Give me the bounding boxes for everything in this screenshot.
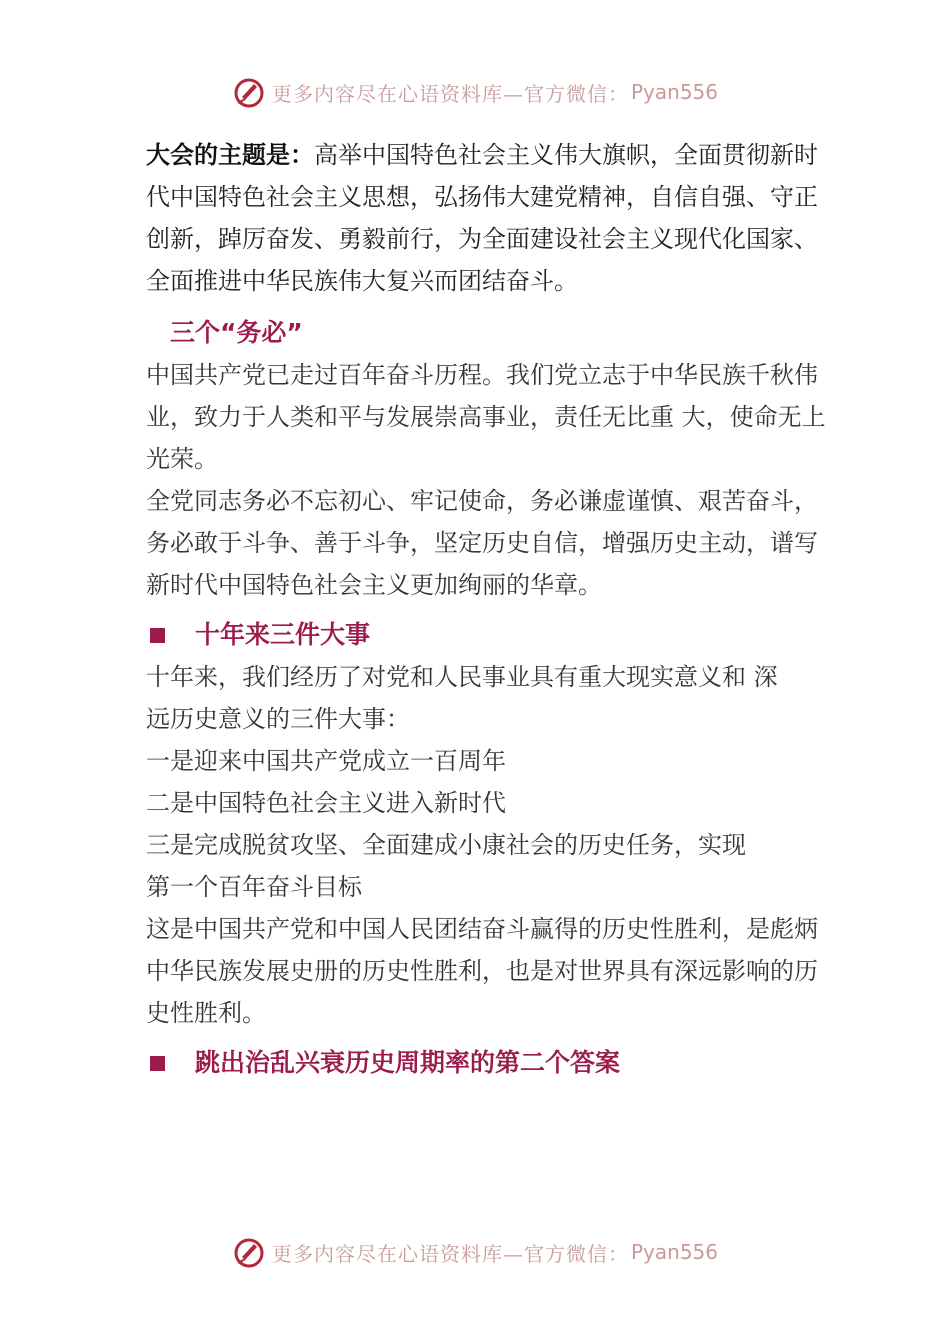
section2-line: 三是完成脱贫攻坚、全面建成小康社会的历史任务，实现 <box>146 831 746 859</box>
section2-line: 二是中国特色社会主义进入新时代 <box>146 789 506 817</box>
brand-logo-icon <box>232 1235 266 1269</box>
brand-logo-icon <box>232 75 266 109</box>
section2-line: 十年来，我们经历了对党和人民事业具有重大现实意义和 深 <box>146 663 778 691</box>
section3-heading-text: 跳出治乱兴衰历史周期率的第二个答案 <box>195 1048 621 1077</box>
intro-label: 大会的主题是： <box>146 141 314 169</box>
section1-paragraph-1: 中国共产党已走过百年奋斗历程。我们党立志于中华民族千秋伟业，致力于人类和平与发展崇高事业，责任无比重 大，使命无上光荣。 <box>146 361 826 473</box>
header-banner <box>0 72 950 112</box>
document-body <box>146 134 826 1084</box>
banner-text: 更多内容尽在心语资料库—官方微信： <box>271 1241 629 1266</box>
banner-wechat-id: Pyan556 <box>630 80 718 104</box>
banner-wechat-id: Pyan556 <box>630 1240 718 1264</box>
footer-banner <box>0 1232 950 1272</box>
section1-paragraph-2: 全党同志务必不忘初心、牢记使命，务必谦虚谨慎、艰苦奋斗，务必敢于斗争、善于斗争，坚定历史自信，增强历史主动，谱写新时代中国特色社会主义更加绚丽的华章。 <box>146 487 818 599</box>
section-heading-three-musts: 三个“务必” <box>170 318 303 347</box>
section2-line: 一是迎来中国共产党成立一百周年 <box>146 747 506 775</box>
banner-text: 更多内容尽在心语资料库—官方微信： <box>271 81 629 106</box>
section2-line: 远历史意义的三件大事： <box>146 705 410 733</box>
intro-text: 高举中国特色社会主义伟大旗帜，全面贯彻新时代中国特色社会主义思想，弘扬伟大建党精神，自信自强、守正创新，踔厉奋发、勇毅前行，为全面建设社会主义现代化国家、全面推进中华民族伟大复兴而团结奋斗。 <box>146 141 818 295</box>
section2-closing-paragraph: 这是中国共产党和中国人民团结奋斗赢得的历史性胜利，是彪炳中华民族发展史册的历史性胜利，也是对世界具有深远影响的历史性胜利。 <box>146 915 818 1027</box>
section-heading-three-events <box>146 614 826 656</box>
square-bullet-icon <box>150 628 165 643</box>
intro-paragraph <box>146 134 826 302</box>
section2-line: 第一个百年奋斗目标 <box>146 873 362 901</box>
section-heading-second-answer <box>146 1042 826 1084</box>
square-bullet-icon <box>150 1056 165 1071</box>
section2-heading-text: 十年来三件大事 <box>195 620 371 649</box>
